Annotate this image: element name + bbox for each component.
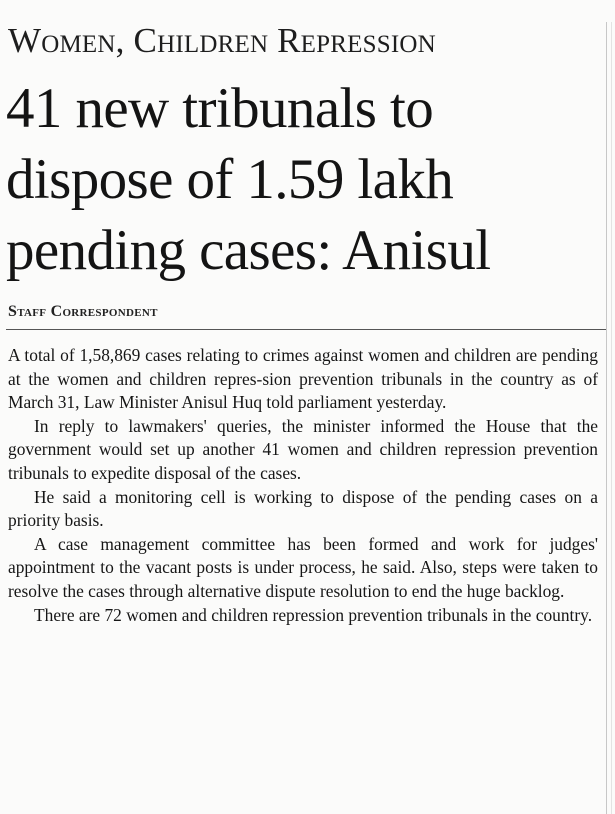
article-paragraph: A case management committee has been formed and work for judges' appointment to the vacant posts is under process, he said. Also, steps were taken to resolve the cases through alternative dispute resolution to end the huge backlog. (8, 533, 598, 601)
byline: Staff Correspondent (8, 303, 158, 320)
article-paragraph: In reply to lawmakers' queries, the minister informed the House that the government would set up another 41 women and children repression prevention tribunals to expedite disposal of the cases. (8, 415, 598, 483)
headline: 41 new tribunals to dispose of 1.59 lakh pending cases: Anisul (6, 77, 491, 282)
article-body (8, 344, 598, 627)
article-paragraph: A total of 1,58,869 cases relating to crimes against women and children are pending at the women and children repres-sion prevention tribunals in the country as of March 31, Law Minister Anisul Huq told parliament yesterday. (8, 345, 598, 413)
kicker: Women, Children Repression (8, 21, 436, 60)
article-paragraph: There are 72 women and children repression prevention tribunals in the country. (34, 604, 593, 625)
byline-divider (6, 329, 606, 330)
column-divider (606, 22, 607, 814)
column-divider-shadow (611, 22, 612, 814)
article-paragraph: He said a monitoring cell is working to dispose of the pending cases on a priority basis. (8, 486, 598, 531)
